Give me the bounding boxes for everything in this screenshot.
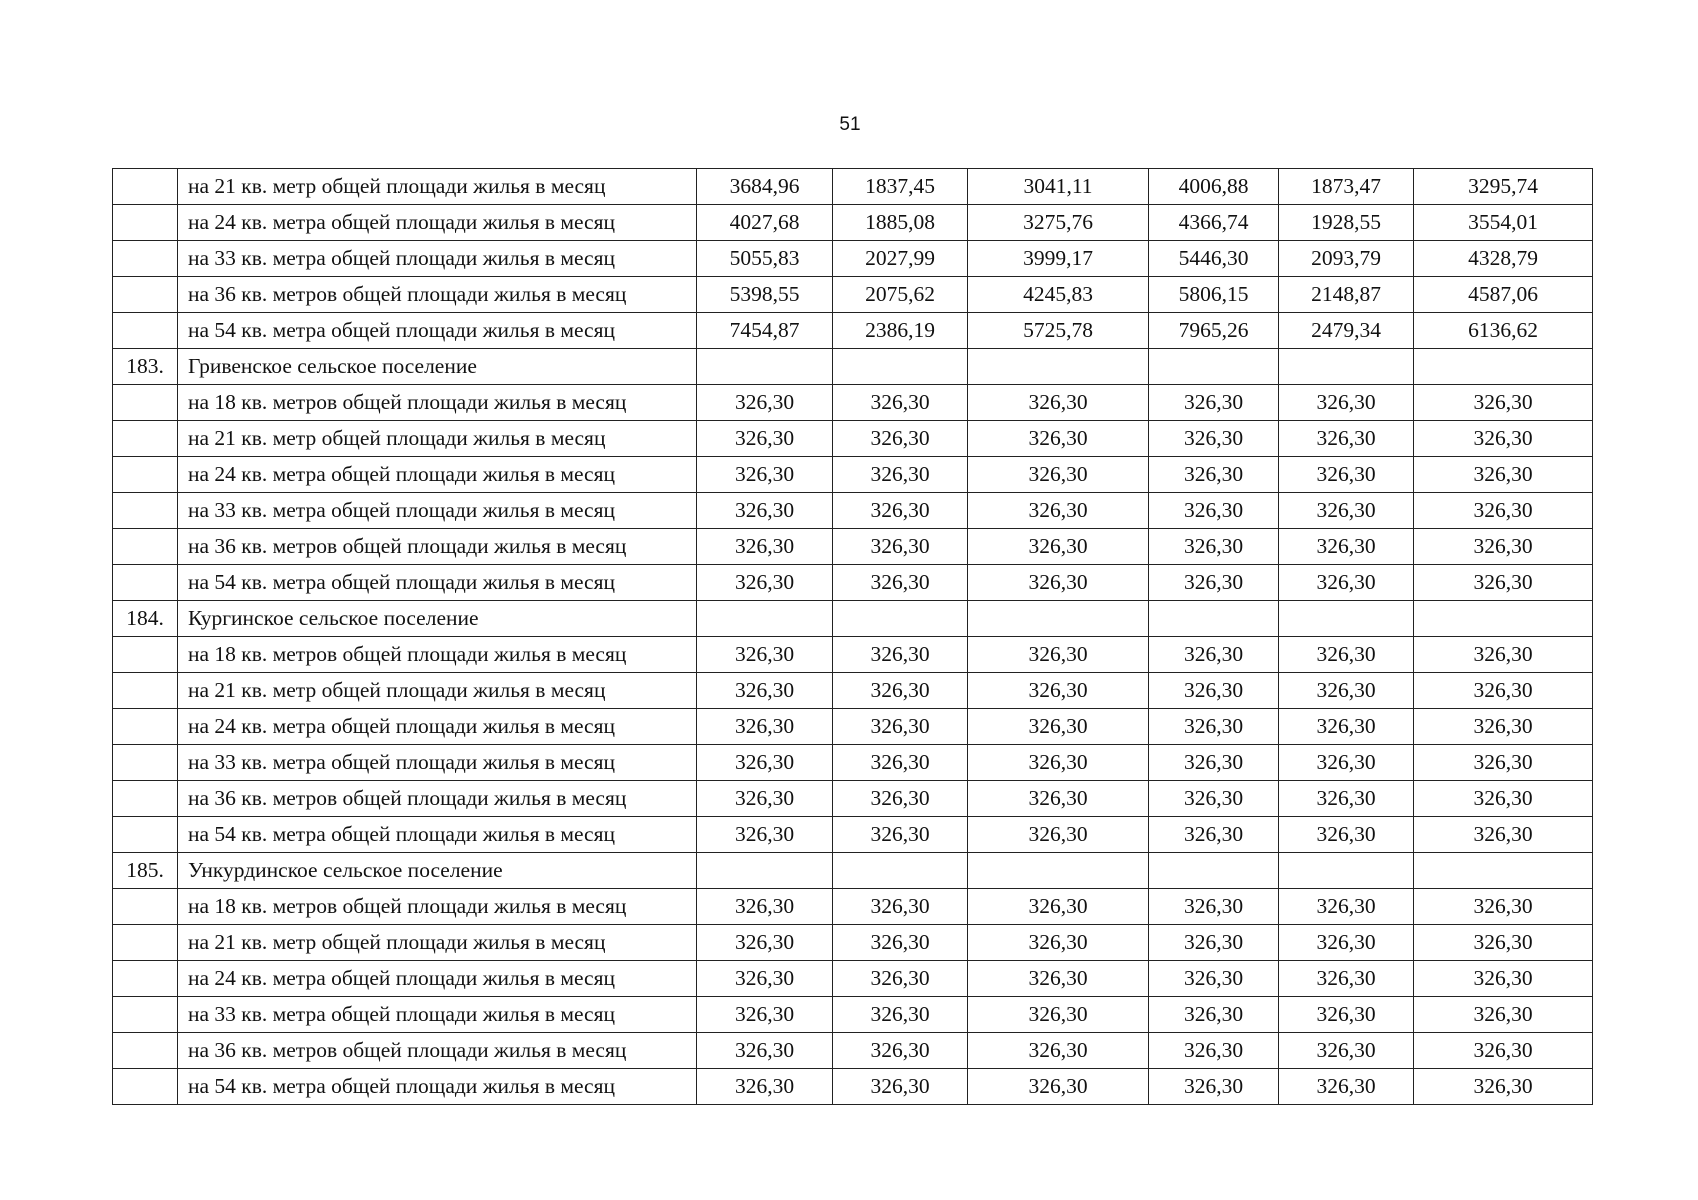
value-cell-4: 326,30 <box>1149 709 1279 745</box>
table-row <box>113 673 1593 709</box>
value-cell-2: 326,30 <box>833 565 968 601</box>
value-cell-1: 326,30 <box>697 781 833 817</box>
value-cell-1: 326,30 <box>697 1069 833 1105</box>
area-description-cell: на 21 кв. метр общей площади жилья в месяц <box>178 925 697 961</box>
row-number-cell <box>113 457 178 493</box>
row-number-cell <box>113 817 178 853</box>
value-cell-5: 326,30 <box>1279 781 1414 817</box>
table-row <box>113 637 1593 673</box>
value-cell-4: 326,30 <box>1149 1033 1279 1069</box>
row-number-cell: 183. <box>113 349 178 385</box>
table-row <box>113 889 1593 925</box>
value-cell-2: 2027,99 <box>833 241 968 277</box>
value-cell-2: 326,30 <box>833 925 968 961</box>
value-cell-6: 326,30 <box>1414 817 1593 853</box>
value-cell-6: 326,30 <box>1414 709 1593 745</box>
tariff-table <box>112 168 1593 1105</box>
value-cell-6: 4587,06 <box>1414 277 1593 313</box>
value-cell-6: 326,30 <box>1414 1069 1593 1105</box>
area-description-cell: на 54 кв. метра общей площади жилья в месяц <box>178 1069 697 1105</box>
table-row <box>113 313 1593 349</box>
settlement-name-cell: Кургинское сельское поселение <box>178 601 697 637</box>
value-cell-1: 326,30 <box>697 673 833 709</box>
value-cell-3: 326,30 <box>968 961 1149 997</box>
area-description-cell: на 18 кв. метров общей площади жилья в месяц <box>178 637 697 673</box>
area-description-cell: на 33 кв. метра общей площади жилья в месяц <box>178 997 697 1033</box>
area-description-cell: на 24 кв. метра общей площади жилья в месяц <box>178 457 697 493</box>
row-number-cell <box>113 637 178 673</box>
value-cell-4: 326,30 <box>1149 565 1279 601</box>
value-cell-6: 326,30 <box>1414 673 1593 709</box>
value-cell-1: 326,30 <box>697 709 833 745</box>
area-description-cell: на 33 кв. метра общей площади жилья в месяц <box>178 493 697 529</box>
value-cell-6: 326,30 <box>1414 781 1593 817</box>
value-cell-5: 2148,87 <box>1279 277 1414 313</box>
value-cell-2: 326,30 <box>833 673 968 709</box>
value-cell-2 <box>833 349 968 385</box>
value-cell-3: 326,30 <box>968 709 1149 745</box>
value-cell-1: 326,30 <box>697 493 833 529</box>
area-description-cell: на 33 кв. метра общей площади жилья в месяц <box>178 745 697 781</box>
value-cell-1: 326,30 <box>697 1033 833 1069</box>
value-cell-1: 326,30 <box>697 745 833 781</box>
value-cell-1: 7454,87 <box>697 313 833 349</box>
value-cell-5: 326,30 <box>1279 673 1414 709</box>
table-row <box>113 745 1593 781</box>
settlement-name-cell: Ункурдинское сельское поселение <box>178 853 697 889</box>
value-cell-2: 326,30 <box>833 997 968 1033</box>
value-cell-3: 326,30 <box>968 889 1149 925</box>
row-number-cell: 184. <box>113 601 178 637</box>
value-cell-5: 326,30 <box>1279 1033 1414 1069</box>
value-cell-1: 4027,68 <box>697 205 833 241</box>
value-cell-3 <box>968 349 1149 385</box>
row-number-cell <box>113 169 178 205</box>
value-cell-3: 326,30 <box>968 385 1149 421</box>
value-cell-6: 6136,62 <box>1414 313 1593 349</box>
table-row <box>113 961 1593 997</box>
row-number-cell <box>113 709 178 745</box>
value-cell-5: 326,30 <box>1279 457 1414 493</box>
value-cell-2 <box>833 601 968 637</box>
table-row <box>113 385 1593 421</box>
value-cell-1: 326,30 <box>697 565 833 601</box>
section-header-row <box>113 853 1593 889</box>
row-number-cell <box>113 781 178 817</box>
value-cell-6: 326,30 <box>1414 493 1593 529</box>
row-number-cell <box>113 997 178 1033</box>
value-cell-1: 5398,55 <box>697 277 833 313</box>
value-cell-2: 2386,19 <box>833 313 968 349</box>
value-cell-6: 326,30 <box>1414 961 1593 997</box>
table-row <box>113 529 1593 565</box>
area-description-cell: на 24 кв. метра общей площади жилья в месяц <box>178 709 697 745</box>
value-cell-3: 326,30 <box>968 493 1149 529</box>
row-number-cell <box>113 493 178 529</box>
value-cell-3: 3041,11 <box>968 169 1149 205</box>
table-row <box>113 925 1593 961</box>
value-cell-5: 326,30 <box>1279 493 1414 529</box>
value-cell-1 <box>697 601 833 637</box>
value-cell-5: 326,30 <box>1279 745 1414 781</box>
row-number-cell <box>113 313 178 349</box>
value-cell-1: 3684,96 <box>697 169 833 205</box>
value-cell-6: 326,30 <box>1414 421 1593 457</box>
row-number-cell <box>113 673 178 709</box>
area-description-cell: на 54 кв. метра общей площади жилья в месяц <box>178 313 697 349</box>
value-cell-6: 326,30 <box>1414 925 1593 961</box>
value-cell-3: 326,30 <box>968 781 1149 817</box>
table-row <box>113 493 1593 529</box>
value-cell-5: 326,30 <box>1279 637 1414 673</box>
value-cell-6: 326,30 <box>1414 745 1593 781</box>
value-cell-3: 4245,83 <box>968 277 1149 313</box>
value-cell-4: 326,30 <box>1149 385 1279 421</box>
value-cell-6: 3554,01 <box>1414 205 1593 241</box>
value-cell-2: 326,30 <box>833 709 968 745</box>
value-cell-4: 4006,88 <box>1149 169 1279 205</box>
value-cell-6: 326,30 <box>1414 385 1593 421</box>
value-cell-4: 326,30 <box>1149 745 1279 781</box>
area-description-cell: на 24 кв. метра общей площади жилья в месяц <box>178 961 697 997</box>
value-cell-5: 1873,47 <box>1279 169 1414 205</box>
value-cell-1: 326,30 <box>697 385 833 421</box>
value-cell-1: 326,30 <box>697 457 833 493</box>
area-description-cell: на 36 кв. метров общей площади жилья в месяц <box>178 781 697 817</box>
table-row <box>113 205 1593 241</box>
row-number-cell <box>113 241 178 277</box>
value-cell-6: 326,30 <box>1414 997 1593 1033</box>
value-cell-4: 326,30 <box>1149 889 1279 925</box>
value-cell-5: 326,30 <box>1279 529 1414 565</box>
row-number-cell <box>113 421 178 457</box>
area-description-cell: на 21 кв. метр общей площади жилья в месяц <box>178 673 697 709</box>
settlement-name-cell: Гривенское сельское поселение <box>178 349 697 385</box>
value-cell-2: 326,30 <box>833 817 968 853</box>
value-cell-2: 326,30 <box>833 493 968 529</box>
value-cell-6: 326,30 <box>1414 565 1593 601</box>
page-number: 51 <box>839 114 861 135</box>
value-cell-4: 326,30 <box>1149 529 1279 565</box>
value-cell-3: 5725,78 <box>968 313 1149 349</box>
row-number-cell <box>113 205 178 241</box>
value-cell-6: 326,30 <box>1414 1033 1593 1069</box>
value-cell-2: 1837,45 <box>833 169 968 205</box>
table-row <box>113 781 1593 817</box>
value-cell-5: 326,30 <box>1279 889 1414 925</box>
area-description-cell: на 54 кв. метра общей площади жилья в месяц <box>178 565 697 601</box>
value-cell-5: 326,30 <box>1279 709 1414 745</box>
value-cell-5 <box>1279 349 1414 385</box>
value-cell-3: 326,30 <box>968 637 1149 673</box>
value-cell-3: 326,30 <box>968 565 1149 601</box>
value-cell-2: 326,30 <box>833 961 968 997</box>
value-cell-2: 326,30 <box>833 637 968 673</box>
value-cell-4: 326,30 <box>1149 637 1279 673</box>
value-cell-2: 326,30 <box>833 421 968 457</box>
table-row <box>113 817 1593 853</box>
value-cell-6: 326,30 <box>1414 457 1593 493</box>
value-cell-3: 326,30 <box>968 1033 1149 1069</box>
value-cell-5: 326,30 <box>1279 1069 1414 1105</box>
area-description-cell: на 21 кв. метр общей площади жилья в месяц <box>178 169 697 205</box>
value-cell-4: 5446,30 <box>1149 241 1279 277</box>
value-cell-6: 326,30 <box>1414 529 1593 565</box>
value-cell-2: 326,30 <box>833 1033 968 1069</box>
value-cell-1: 326,30 <box>697 889 833 925</box>
value-cell-2: 326,30 <box>833 457 968 493</box>
value-cell-4: 5806,15 <box>1149 277 1279 313</box>
value-cell-5 <box>1279 601 1414 637</box>
row-number-cell <box>113 385 178 421</box>
value-cell-2: 326,30 <box>833 781 968 817</box>
value-cell-5: 2479,34 <box>1279 313 1414 349</box>
value-cell-1: 326,30 <box>697 637 833 673</box>
value-cell-1: 5055,83 <box>697 241 833 277</box>
row-number-cell <box>113 565 178 601</box>
row-number-cell: 185. <box>113 853 178 889</box>
value-cell-4 <box>1149 349 1279 385</box>
value-cell-6 <box>1414 601 1593 637</box>
value-cell-2 <box>833 853 968 889</box>
section-header-row <box>113 349 1593 385</box>
table-row <box>113 241 1593 277</box>
value-cell-3: 326,30 <box>968 925 1149 961</box>
value-cell-3: 326,30 <box>968 817 1149 853</box>
value-cell-4: 4366,74 <box>1149 205 1279 241</box>
value-cell-6 <box>1414 853 1593 889</box>
value-cell-4: 326,30 <box>1149 1069 1279 1105</box>
value-cell-1: 326,30 <box>697 529 833 565</box>
row-number-cell <box>113 277 178 313</box>
value-cell-4: 326,30 <box>1149 673 1279 709</box>
value-cell-4 <box>1149 601 1279 637</box>
value-cell-5 <box>1279 853 1414 889</box>
value-cell-2: 2075,62 <box>833 277 968 313</box>
value-cell-3: 3999,17 <box>968 241 1149 277</box>
value-cell-4: 326,30 <box>1149 817 1279 853</box>
table-row <box>113 1069 1593 1105</box>
value-cell-6 <box>1414 349 1593 385</box>
value-cell-3: 326,30 <box>968 421 1149 457</box>
value-cell-5: 1928,55 <box>1279 205 1414 241</box>
value-cell-4: 326,30 <box>1149 493 1279 529</box>
value-cell-5: 2093,79 <box>1279 241 1414 277</box>
value-cell-1 <box>697 853 833 889</box>
area-description-cell: на 18 кв. метров общей площади жилья в месяц <box>178 889 697 925</box>
table-row <box>113 169 1593 205</box>
value-cell-2: 326,30 <box>833 1069 968 1105</box>
value-cell-1: 326,30 <box>697 421 833 457</box>
row-number-cell <box>113 529 178 565</box>
value-cell-4: 326,30 <box>1149 457 1279 493</box>
value-cell-4 <box>1149 853 1279 889</box>
value-cell-6: 3295,74 <box>1414 169 1593 205</box>
value-cell-3: 326,30 <box>968 529 1149 565</box>
value-cell-5: 326,30 <box>1279 817 1414 853</box>
row-number-cell <box>113 745 178 781</box>
value-cell-4: 326,30 <box>1149 781 1279 817</box>
table-row <box>113 709 1593 745</box>
value-cell-3: 326,30 <box>968 1069 1149 1105</box>
table-row <box>113 421 1593 457</box>
area-description-cell: на 54 кв. метра общей площади жилья в месяц <box>178 817 697 853</box>
value-cell-3: 326,30 <box>968 745 1149 781</box>
value-cell-3 <box>968 853 1149 889</box>
area-description-cell: на 33 кв. метра общей площади жилья в месяц <box>178 241 697 277</box>
row-number-cell <box>113 1069 178 1105</box>
area-description-cell: на 24 кв. метра общей площади жилья в месяц <box>178 205 697 241</box>
value-cell-4: 326,30 <box>1149 997 1279 1033</box>
value-cell-1 <box>697 349 833 385</box>
value-cell-5: 326,30 <box>1279 385 1414 421</box>
value-cell-3: 326,30 <box>968 673 1149 709</box>
value-cell-5: 326,30 <box>1279 565 1414 601</box>
value-cell-2: 326,30 <box>833 745 968 781</box>
value-cell-3: 326,30 <box>968 997 1149 1033</box>
area-description-cell: на 18 кв. метров общей площади жилья в месяц <box>178 385 697 421</box>
table-row <box>113 277 1593 313</box>
value-cell-5: 326,30 <box>1279 997 1414 1033</box>
value-cell-5: 326,30 <box>1279 961 1414 997</box>
row-number-cell <box>113 925 178 961</box>
value-cell-2: 326,30 <box>833 385 968 421</box>
value-cell-6: 326,30 <box>1414 889 1593 925</box>
section-header-row <box>113 601 1593 637</box>
value-cell-5: 326,30 <box>1279 925 1414 961</box>
value-cell-3: 3275,76 <box>968 205 1149 241</box>
value-cell-3 <box>968 601 1149 637</box>
table-row <box>113 1033 1593 1069</box>
value-cell-1: 326,30 <box>697 961 833 997</box>
table-body <box>113 169 1593 1105</box>
row-number-cell <box>113 1033 178 1069</box>
value-cell-3: 326,30 <box>968 457 1149 493</box>
value-cell-2: 326,30 <box>833 889 968 925</box>
row-number-cell <box>113 889 178 925</box>
value-cell-2: 326,30 <box>833 529 968 565</box>
row-number-cell <box>113 961 178 997</box>
value-cell-1: 326,30 <box>697 817 833 853</box>
value-cell-4: 326,30 <box>1149 925 1279 961</box>
area-description-cell: на 36 кв. метров общей площади жилья в месяц <box>178 277 697 313</box>
table-row <box>113 457 1593 493</box>
value-cell-5: 326,30 <box>1279 421 1414 457</box>
value-cell-6: 326,30 <box>1414 637 1593 673</box>
value-cell-1: 326,30 <box>697 925 833 961</box>
value-cell-2: 1885,08 <box>833 205 968 241</box>
table-row <box>113 565 1593 601</box>
area-description-cell: на 21 кв. метр общей площади жилья в месяц <box>178 421 697 457</box>
area-description-cell: на 36 кв. метров общей площади жилья в месяц <box>178 1033 697 1069</box>
value-cell-1: 326,30 <box>697 997 833 1033</box>
area-description-cell: на 36 кв. метров общей площади жилья в месяц <box>178 529 697 565</box>
value-cell-4: 326,30 <box>1149 961 1279 997</box>
value-cell-4: 326,30 <box>1149 421 1279 457</box>
value-cell-4: 7965,26 <box>1149 313 1279 349</box>
table-row <box>113 997 1593 1033</box>
value-cell-6: 4328,79 <box>1414 241 1593 277</box>
